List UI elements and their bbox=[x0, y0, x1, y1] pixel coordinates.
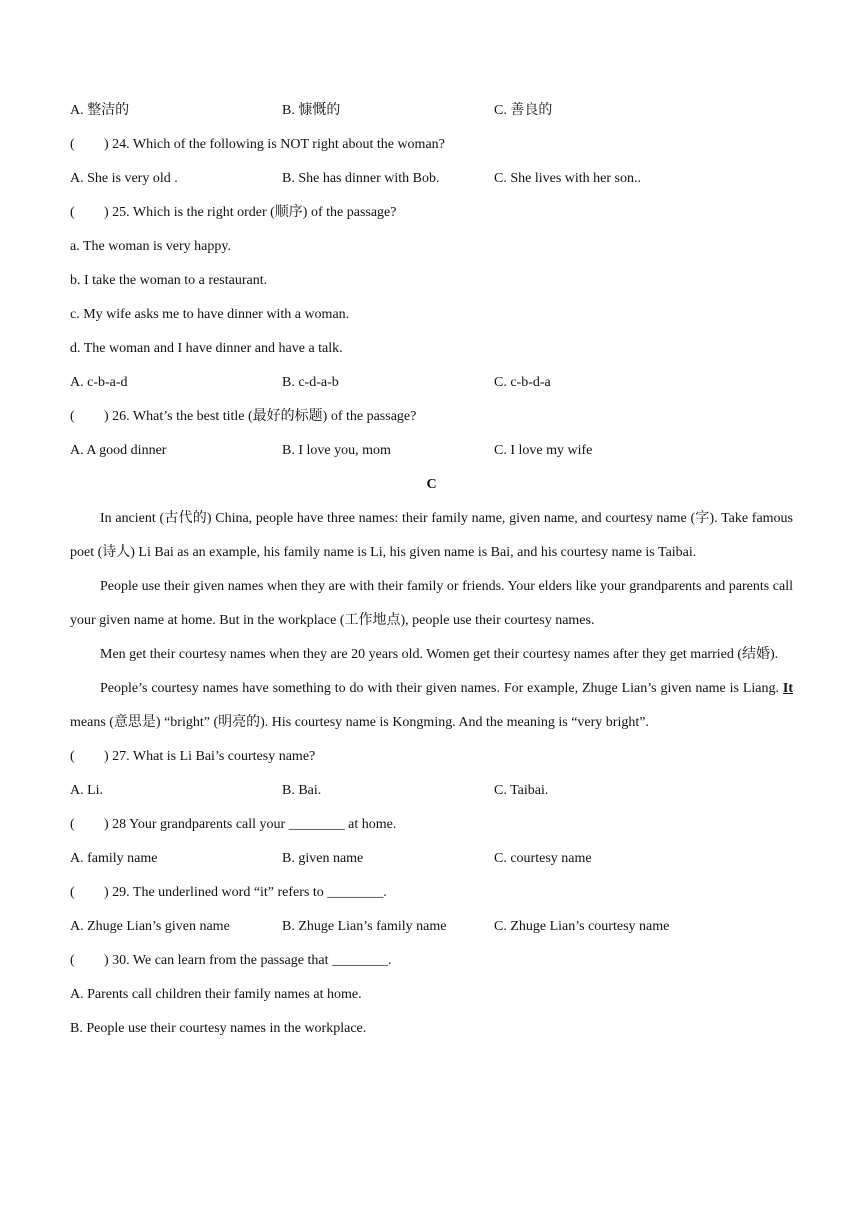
q24-text: ) 24. Which of the following is NOT right about the woman? bbox=[104, 137, 445, 152]
q27-option-a[interactable]: A. Li. bbox=[70, 783, 104, 798]
q25-text: ) 25. Which is the right order (顺序) of the passage? bbox=[104, 205, 397, 220]
passage-paragraph-2: People use their given names when they are with their family or friends. Your elders like your grandparents and parents call your given name at home. But in the workplace (工作地点), people use their courtesy names. bbox=[70, 579, 793, 628]
q30-text: ) 30. We can learn from the passage that ________. bbox=[104, 953, 392, 968]
q27-option-b[interactable]: B. Bai. bbox=[282, 783, 322, 798]
answer-blank[interactable]: ( bbox=[70, 817, 75, 832]
q28-option-b[interactable]: B. given name bbox=[282, 851, 364, 866]
answer-blank[interactable]: ( bbox=[70, 749, 75, 764]
passage-paragraph-4 bbox=[70, 672, 793, 740]
passage-paragraph-3: Men get their courtesy names when they are 20 years old. Women get their courtesy names after they get married (结婚). bbox=[100, 647, 779, 662]
q26-options bbox=[70, 440, 793, 474]
worksheet-page bbox=[70, 100, 793, 1052]
q27-options bbox=[70, 780, 793, 814]
q23-options bbox=[70, 100, 793, 134]
q25-option-c[interactable]: C. c-b-d-a bbox=[494, 375, 551, 390]
q24-question bbox=[70, 134, 793, 168]
q23-option-a[interactable]: A. 整洁的 bbox=[70, 103, 130, 118]
q28-text: ) 28 Your grandparents call your ________ at home. bbox=[104, 817, 397, 832]
q25-options bbox=[70, 372, 793, 406]
q29-option-c[interactable]: C. Zhuge Lian’s courtesy name bbox=[494, 919, 670, 934]
q26-text: ) 26. What’s the best title (最好的标题) of the passage? bbox=[104, 409, 417, 424]
q29-text: ) 29. The underlined word “it” refers to ________. bbox=[104, 885, 387, 900]
q24-options bbox=[70, 168, 793, 202]
q23-option-b[interactable]: B. 慷慨的 bbox=[282, 103, 341, 118]
q29-question bbox=[70, 882, 793, 916]
q27-text: ) 27. What is Li Bai’s courtesy name? bbox=[104, 749, 316, 764]
q30-option-b[interactable]: B. People use their courtesy names in the workplace. bbox=[70, 1021, 367, 1036]
answer-blank[interactable]: ( bbox=[70, 953, 75, 968]
answer-blank[interactable]: ( bbox=[70, 409, 75, 424]
q30-option-a[interactable]: A. Parents call children their family names at home. bbox=[70, 987, 362, 1002]
answer-blank[interactable]: ( bbox=[70, 205, 75, 220]
q29-option-a[interactable]: A. Zhuge Lian’s given name bbox=[70, 919, 230, 934]
q24-option-b[interactable]: B. She has dinner with Bob. bbox=[282, 171, 440, 186]
passage-paragraph-1: In ancient (古代的) China, people have three names: their family name, given name, and courtesy name (字). Take famous poet (诗人) Li Bai as an example, his family name is Li, his given name is Bai, and his courtesy name is Taibai. bbox=[70, 511, 793, 560]
p4-text-before: People’s courtesy names have something to do with their given names. For example, Zhuge Lian’s given name is Liang. bbox=[100, 681, 783, 696]
q26-option-a[interactable]: A. A good dinner bbox=[70, 443, 167, 458]
answer-blank[interactable]: ( bbox=[70, 885, 75, 900]
q24-option-c[interactable]: C. She lives with her son.. bbox=[494, 171, 641, 186]
q28-options bbox=[70, 848, 793, 882]
q28-option-c[interactable]: C. courtesy name bbox=[494, 851, 592, 866]
q29-option-b[interactable]: B. Zhuge Lian’s family name bbox=[282, 919, 447, 934]
q25-option-b[interactable]: B. c-d-a-b bbox=[282, 375, 339, 390]
q25-option-a[interactable]: A. c-b-a-d bbox=[70, 375, 128, 390]
q23-option-c[interactable]: C. 善良的 bbox=[494, 103, 553, 118]
q25-item-c: c. My wife asks me to have dinner with a woman. bbox=[70, 307, 350, 322]
section-c-heading: C bbox=[426, 477, 437, 492]
q26-question bbox=[70, 406, 793, 440]
q25-item-a: a. The woman is very happy. bbox=[70, 239, 231, 254]
underlined-word-it: It bbox=[782, 681, 793, 696]
answer-blank[interactable]: ( bbox=[70, 137, 75, 152]
q24-option-a[interactable]: A. She is very old . bbox=[70, 171, 178, 186]
q25-question bbox=[70, 202, 793, 236]
q26-option-c[interactable]: C. I love my wife bbox=[494, 443, 593, 458]
q27-question bbox=[70, 746, 793, 780]
q29-options bbox=[70, 916, 793, 950]
q26-option-b[interactable]: B. I love you, mom bbox=[282, 443, 391, 458]
q25-item-d: d. The woman and I have dinner and have a talk. bbox=[70, 341, 343, 356]
q28-question bbox=[70, 814, 793, 848]
q25-item-b: b. I take the woman to a restaurant. bbox=[70, 273, 268, 288]
q30-question bbox=[70, 950, 793, 984]
p4-text-after: means (意思是) “bright” (明亮的). His courtesy name is Kongming. And the meaning is “very bright”. bbox=[70, 715, 649, 730]
q28-option-a[interactable]: A. family name bbox=[70, 851, 158, 866]
q27-option-c[interactable]: C. Taibai. bbox=[494, 783, 549, 798]
